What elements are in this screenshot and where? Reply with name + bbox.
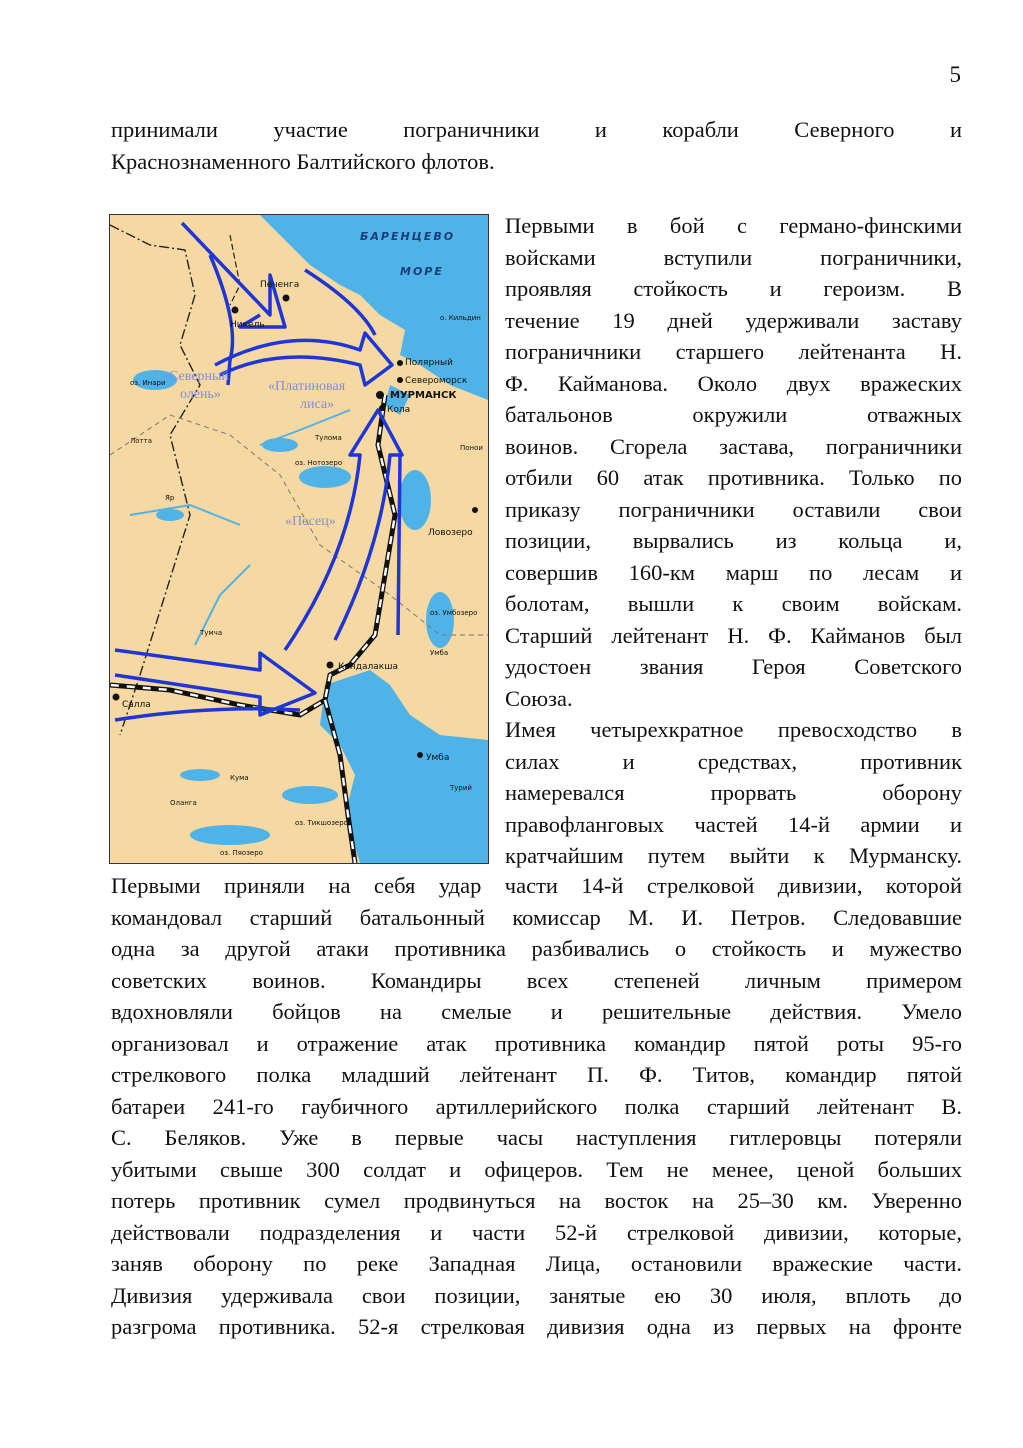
text-line: Союза.: [505, 685, 573, 711]
text-line: батареи 241-го гаубичного артиллерийского полка старший лейтенант В.: [111, 1093, 962, 1119]
text-line: Старший лейтенант Н. Ф. Кайманов был: [505, 622, 962, 648]
operation-label: «Северный: [162, 369, 229, 384]
text-line: проявляя стойкость и героизм. В: [505, 276, 962, 301]
operation-label: лиса»: [300, 397, 335, 412]
text-line: пограничники старшего лейтенанта Н.: [505, 339, 962, 364]
town-label: Кола: [387, 405, 411, 415]
text-line: Имея четырехкратное превосходство в: [505, 717, 962, 742]
text-line: потерь противник сумел продвинуться на восток на 25–30 км. Уверенно: [111, 1188, 962, 1213]
map-graphic: [110, 215, 488, 863]
text-line: отбили 60 атак противника. Только по: [505, 465, 962, 490]
town-label: Ловозеро: [428, 528, 473, 538]
text-line: командовал старший батальонный комиссар М. И. Петров. Следовавшие: [111, 904, 962, 930]
side-paragraph: [505, 210, 962, 872]
town-label: Умба: [426, 753, 450, 763]
river-label: Оланга: [170, 799, 197, 807]
town-label: Турий: [450, 784, 472, 792]
operation-label: «Песец»: [285, 514, 336, 529]
text-line: течение 19 дней удерживали заставу: [505, 307, 962, 333]
island-label: о. Кильдин: [440, 314, 481, 322]
text-line: войсками вступили пограничники,: [505, 244, 962, 270]
operation-label: олень»: [180, 387, 221, 402]
town-label: Никель: [230, 320, 265, 330]
river-label: Умба: [430, 649, 449, 657]
text-line: принимали участие пограничники и корабли Северного и: [111, 117, 962, 142]
page-number: 5: [949, 62, 961, 87]
text-line: заняв оборону по реке Западная Лица, остановили вражеские части.: [111, 1251, 962, 1276]
lake-label: оз. Инари: [130, 379, 166, 387]
main-paragraph: [111, 870, 962, 1343]
text-line: совершив 160-км марш по лесам и: [505, 559, 962, 585]
text-line: одна за другой атаки противника разбивались о стойкость и мужество: [111, 936, 962, 961]
river-label: Тулома: [315, 434, 342, 442]
text-line: разгрома противника. 52-я стрелковая дивизия одна из первых на фронте: [111, 1314, 962, 1339]
text-line: намеревался прорвать оборону: [505, 780, 962, 805]
text-line: советских воинов. Командиры всех степеней личным примером: [111, 967, 962, 993]
text-line: Первыми приняли на себя удар части 14-й стрелковой дивизии, которой: [111, 873, 962, 898]
text-line: воинов. Сгорела застава, пограничники: [505, 433, 962, 459]
sea-label: МОРЕ: [400, 265, 444, 278]
town-label: Печенга: [260, 280, 300, 290]
text-line: организовал и отражение атак противника командир пятой роты 95-го: [111, 1030, 962, 1056]
text-line: Ф. Кайманова. Около двух вражеских: [505, 370, 962, 396]
town-label: Кума: [230, 774, 249, 782]
town-label: Полярный: [405, 358, 453, 368]
text-line: Краснознаменного Балтийского флотов.: [111, 148, 495, 174]
text-line: силах и средствах, противник: [505, 748, 962, 774]
river-label: Понои: [460, 444, 483, 452]
river-label: Яр: [165, 494, 175, 502]
text-line: болотам, вышли к своим войскам.: [505, 591, 962, 616]
lake-label: оз. Тикшозеро: [295, 819, 348, 827]
text-line: приказу пограничники оставили свои: [505, 496, 962, 522]
text-line: правофланговых частей 14-й армии и: [505, 811, 962, 837]
text-line: батальонов окружили отважных: [505, 402, 962, 427]
text-line: действовали подразделения и части 52-й стрелковой дивизии, которые,: [111, 1219, 962, 1245]
battle-map: [109, 214, 489, 864]
town-label: Североморск: [405, 376, 468, 386]
text-line: удостоен звания Героя Советского: [505, 654, 962, 679]
intro-paragraph: [111, 114, 962, 177]
text-line: убитыми свыше 300 солдат и офицеров. Тем не менее, ценой больших: [111, 1156, 962, 1182]
text-line: Дивизия удерживала свои позиции, занятые ею 30 июля, вплоть до: [111, 1282, 962, 1308]
text-line: вдохновляли бойцов на смелые и решительные действия. Умело: [111, 999, 962, 1024]
lake-label: оз. Пяозеро: [220, 849, 263, 857]
city-label: МУРМАНСК: [390, 390, 457, 401]
river-label: Лотта: [130, 437, 152, 445]
town-label: Кандалакша: [338, 662, 398, 672]
text-line: позиции, вырвались из кольца и,: [505, 528, 962, 553]
sea-label: БАРЕНЦЕВО: [360, 230, 456, 243]
town-label: Салла: [122, 700, 151, 710]
text-line: кратчайшим путем выйти к Мурманску.: [505, 843, 962, 868]
operation-label: «Платиновая: [268, 379, 346, 394]
text-line: стрелкового полка младший лейтенант П. Ф. Титов, командир пятой: [111, 1062, 962, 1087]
text-line: С. Беляков. Уже в первые часы наступления гитлеровцы потеряли: [111, 1125, 962, 1150]
lake-label: оз. Умбозеро: [430, 609, 478, 617]
text-line: Первыми в бой с германо-финскими: [505, 213, 962, 238]
lake-label: оз. Нотозеро: [295, 459, 343, 467]
river-label: Тумча: [200, 629, 223, 637]
